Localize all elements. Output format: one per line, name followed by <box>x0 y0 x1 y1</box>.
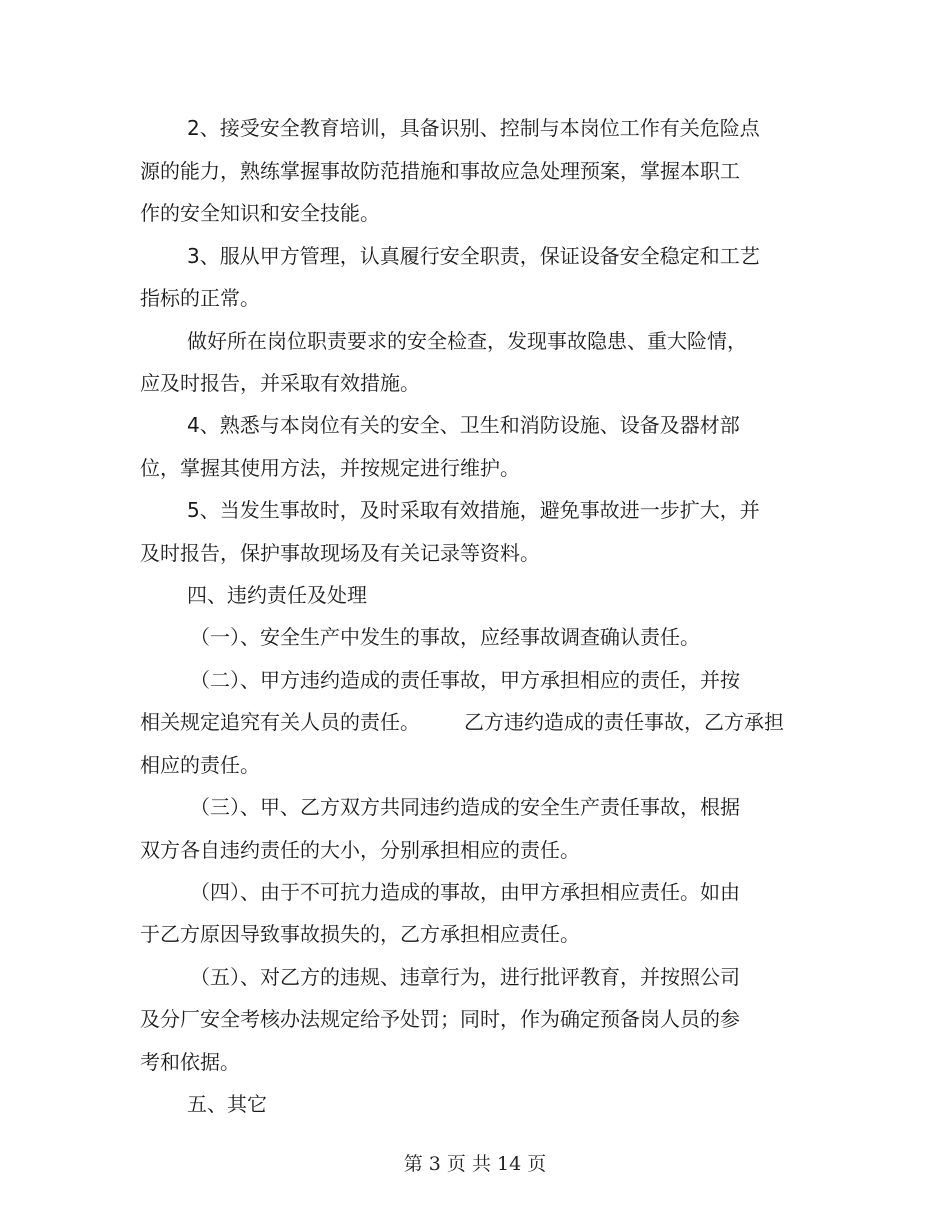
text-line: （一）、安全生产中发生的事故，应经事故调查确认责任。 <box>190 625 700 649</box>
text-segment: 乙方违约造成的责任事故，乙方承担 <box>464 710 784 734</box>
text-line: 3、服从甲方管理，认真履行安全职责，保证设备安全稳定和工艺 <box>187 244 760 268</box>
text-line: （二）、甲方违约造成的责任事故，甲方承担相应的责任，并按 <box>190 668 740 692</box>
text-line: 考和依据。 <box>140 1050 240 1074</box>
text-line: 源的能力，熟练掌握事故防范措施和事故应急处理预案，掌握本职工 <box>140 159 740 183</box>
text-line: （四）、由于不可抗力造成的事故，由甲方承担相应责任。如由 <box>190 880 740 904</box>
text-line: 4、熟悉与本岗位有关的安全、卫生和消防设施、设备及器材部 <box>187 413 740 437</box>
text-line: 作的安全知识和安全技能。 <box>140 201 380 225</box>
text-line: 于乙方原因导致事故损失的，乙方承担相应责任。 <box>140 922 580 946</box>
text-line: 5、当发生事故时，及时采取有效措施，避免事故进一步扩大，并 <box>187 498 760 522</box>
text-line: 2、接受安全教育培训，具备识别、控制与本岗位工作有关危险点 <box>187 116 760 140</box>
page-number-footer: 第 3 页 共 14 页 <box>403 1153 547 1175</box>
text-line: 及分厂安全考核办法规定给予处罚；同时，作为确定预备岗人员的参 <box>140 1007 740 1031</box>
text-line: 应及时报告，并采取有效措施。 <box>140 371 420 395</box>
text-line: 位，掌握其使用方法，并按规定进行维护。 <box>140 456 520 480</box>
text-line <box>140 709 784 735</box>
text-segment: 相关规定追究有关人员的责任。 <box>140 710 420 734</box>
text-line: （三）、甲、乙方双方共同违约造成的安全生产责任事故，根据 <box>190 795 740 819</box>
section-heading: 四、违约责任及处理 <box>187 583 367 607</box>
text-line: 做好所在岗位职责要求的安全检查，发现事故隐患、重大险情， <box>187 329 747 353</box>
text-line: 及时报告，保护事故现场及有关记录等资料。 <box>140 541 540 565</box>
text-line: 相应的责任。 <box>140 753 260 777</box>
section-heading: 五、其它 <box>187 1092 267 1116</box>
text-line: （五）、对乙方的违规、违章行为，进行批评教育，并按照公司 <box>190 965 740 989</box>
text-line: 双方各自违约责任的大小，分别承担相应的责任。 <box>140 838 580 862</box>
text-line: 指标的正常。 <box>140 286 260 310</box>
